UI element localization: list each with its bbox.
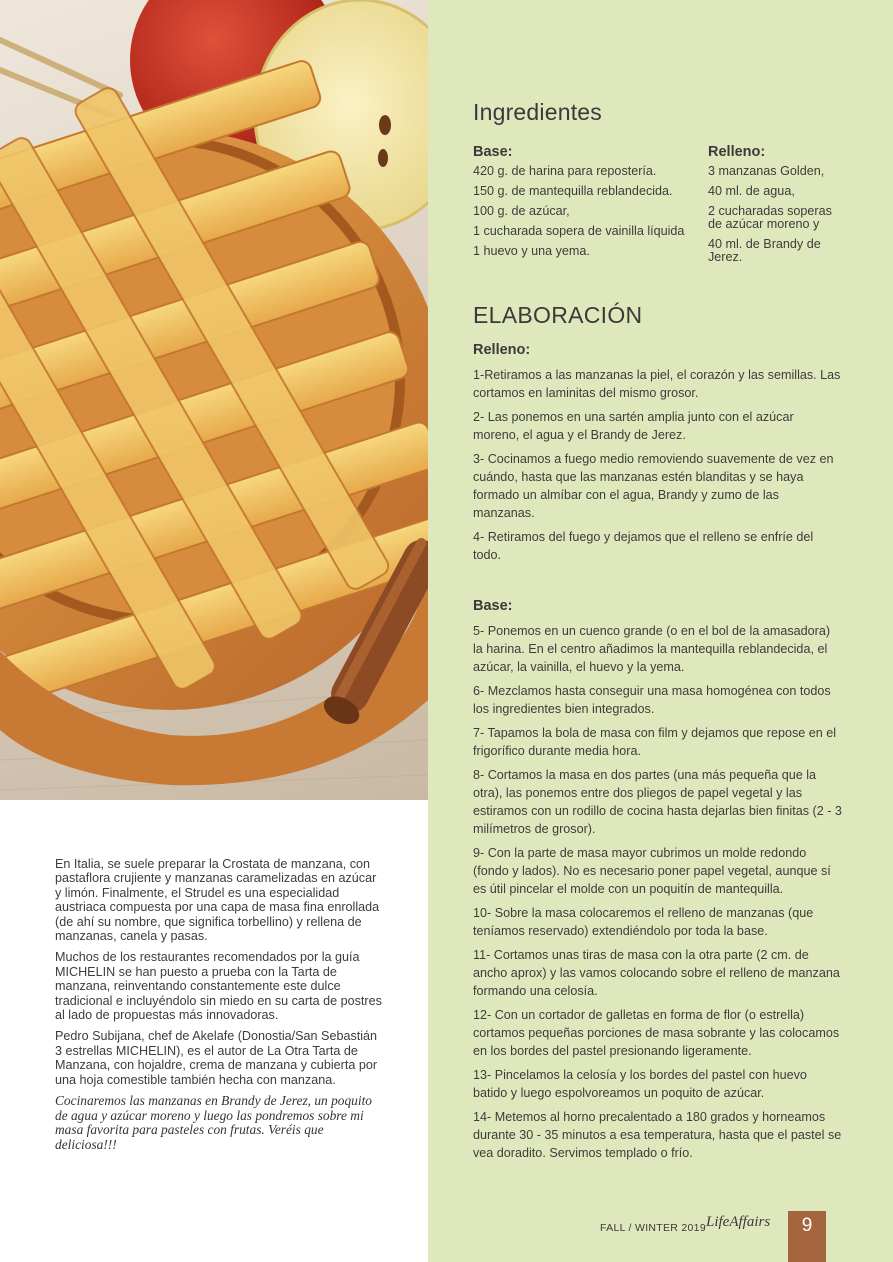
intro-paragraph-2: Muchos de los restaurantes recomendados por la guía MICHELIN se han puesto a prueba con la Tarta de manzana, reinventando constantemente este dulce tradicional e incluyéndolo sin miedo en su carta de postres al lado de propuestas más innovadoras. (55, 950, 382, 1023)
ingredients-relleno-list (708, 165, 838, 264)
intro-paragraph-1: En Italia, se suele preparar la Crostata de manzana, con pastaflora crujiente y manzanas caramelizadas en azúcar y limón. Finalmente, el Strudel es una especialidad austriaca compuesta por una capa de masa fina enrollada (de ahí su nombre, que significa torbellino) y rellena de manzanas, canela y pasas. (55, 857, 380, 944)
step-item: 11- Cortamos unas tiras de masa con la otra parte (2 cm. de ancho aprox) y las vamos colocando sobre el relleno de manzana formando una celosía. (473, 948, 840, 998)
step-item: 1-Retiramos a las manzanas la piel, el corazón y las semillas. Las cortamos en laminitas del mismo grosor. (473, 368, 841, 400)
ingredient-item: 100 g. de azúcar, (473, 204, 570, 218)
apple-pie-photo (0, 0, 428, 800)
step-item: 4- Retiramos del fuego y dejamos que el relleno se enfríe del todo. (473, 530, 814, 562)
elaboration-title: ELABORACIÓN (473, 302, 643, 328)
intro-column (55, 857, 385, 1159)
ingredient-item: 40 ml. de Brandy de Jerez. (708, 237, 821, 264)
elaboration-base-steps (473, 622, 843, 1162)
elaboration-base-heading: Base: (473, 598, 513, 614)
chef-quote: Cocinaremos las manzanas en Brandy de Jerez, un poquito de agua y azúcar moreno y luego las pondremos sobre mi masa favorita para pasteles con frutas. Veréis que deliciosa!!! (55, 1093, 373, 1152)
elaboration-relleno (473, 342, 843, 570)
ingredients-relleno-heading: Relleno: (708, 144, 766, 160)
step-item: 13- Pincelamos la celosía y los bordes del pastel con huevo batido y luego espolvoreamos un poquito de azúcar. (473, 1068, 807, 1100)
apple-pie-illustration (0, 0, 428, 800)
magazine-logo: LifeAffairs (706, 1214, 771, 1230)
ingredient-item: 3 manzanas Golden, (708, 164, 825, 178)
page-number: 9 (788, 1211, 826, 1262)
step-item: 10- Sobre la masa colocaremos el relleno de manzanas (que teníamos reservado) extendiéndolo por toda la base. (473, 906, 814, 938)
issue-label: FALL / WINTER 2019 (600, 1222, 706, 1234)
elaboration-relleno-heading: Relleno: (473, 342, 531, 358)
intro-paragraph-3: Pedro Subijana, chef de Akelafe (Donostia/San Sebastián 3 estrellas MICHELIN), es el autor de La Otra Tarta de Manzana, con hojaldre, crema de manzana y cubierta por una hoja comestible también hecha con manzana. (55, 1029, 378, 1087)
step-item: 7- Tapamos la bola de masa con film y dejamos que repose en el frigorífico durante media hora. (473, 726, 837, 758)
ingredient-item: 2 cucharadas soperas de azúcar moreno y (708, 204, 832, 231)
step-item: 5- Ponemos en un cuenco grande (o en el bol de la amasadora) la harina. En el centro añadimos la mantequilla reblandecida, el azúcar, la vainilla, el huevo y la yema. (473, 624, 831, 674)
step-item: 14- Metemos al horno precalentado a 180 grados y horneamos durante 30 - 35 minutos a esa temperatura, hasta que el pastel se vea doradito. Servimos templado o frío. (473, 1110, 842, 1160)
step-item: 12- Con un cortador de galletas en forma de flor (o estrella) cortamos pequeñas porciones de masa sobrante y las colocamos en los bordes del pastel presionando ligeramente. (473, 1008, 840, 1058)
step-item: 6- Mezclamos hasta conseguir una masa homogénea con todos los ingredientes bien integrados. (473, 684, 831, 716)
ingredients-base (473, 144, 698, 265)
ingredient-item: 1 huevo y una yema. (473, 244, 590, 258)
step-item: 3- Cocinamos a fuego medio removiendo suavemente de vez en cuándo, hasta que las manzanas estén blanditas y se haya formado un almíbar con el agua, Brandy y zumo de las manzanas. (473, 452, 834, 520)
step-item: 8- Cortamos la masa en dos partes (una más pequeña que la otra), las ponemos entre dos pliegos de papel vegetal y las estiramos con un rodillo de cocina hasta dejarlas bien finitas (2 - 3 milímetros de grosor). (473, 768, 842, 836)
ingredient-item: 40 ml. de agua, (708, 184, 795, 198)
elaboration-base (473, 598, 843, 1168)
ingredient-item: 150 g. de mantequilla reblandecida. (473, 184, 673, 198)
ingredient-item: 420 g. de harina para repostería. (473, 164, 657, 178)
step-item: 9- Con la parte de masa mayor cubrimos un molde redondo (fondo y lados). No es necesario poner papel vegetal, aunque sí es útil pincelar el molde con un poquitín de mantequilla. (473, 846, 831, 896)
elaboration-relleno-steps (473, 366, 843, 564)
ingredients-base-heading: Base: (473, 144, 513, 160)
ingredients-base-list (473, 165, 698, 258)
ingredients-relleno (708, 144, 838, 271)
step-item: 2- Las ponemos en una sartén amplia junto con el azúcar moreno, el agua y el Brandy de Jerez. (473, 410, 794, 442)
ingredients-title: Ingredientes (473, 99, 602, 125)
ingredient-item: 1 cucharada sopera de vainilla líquida (473, 224, 685, 238)
